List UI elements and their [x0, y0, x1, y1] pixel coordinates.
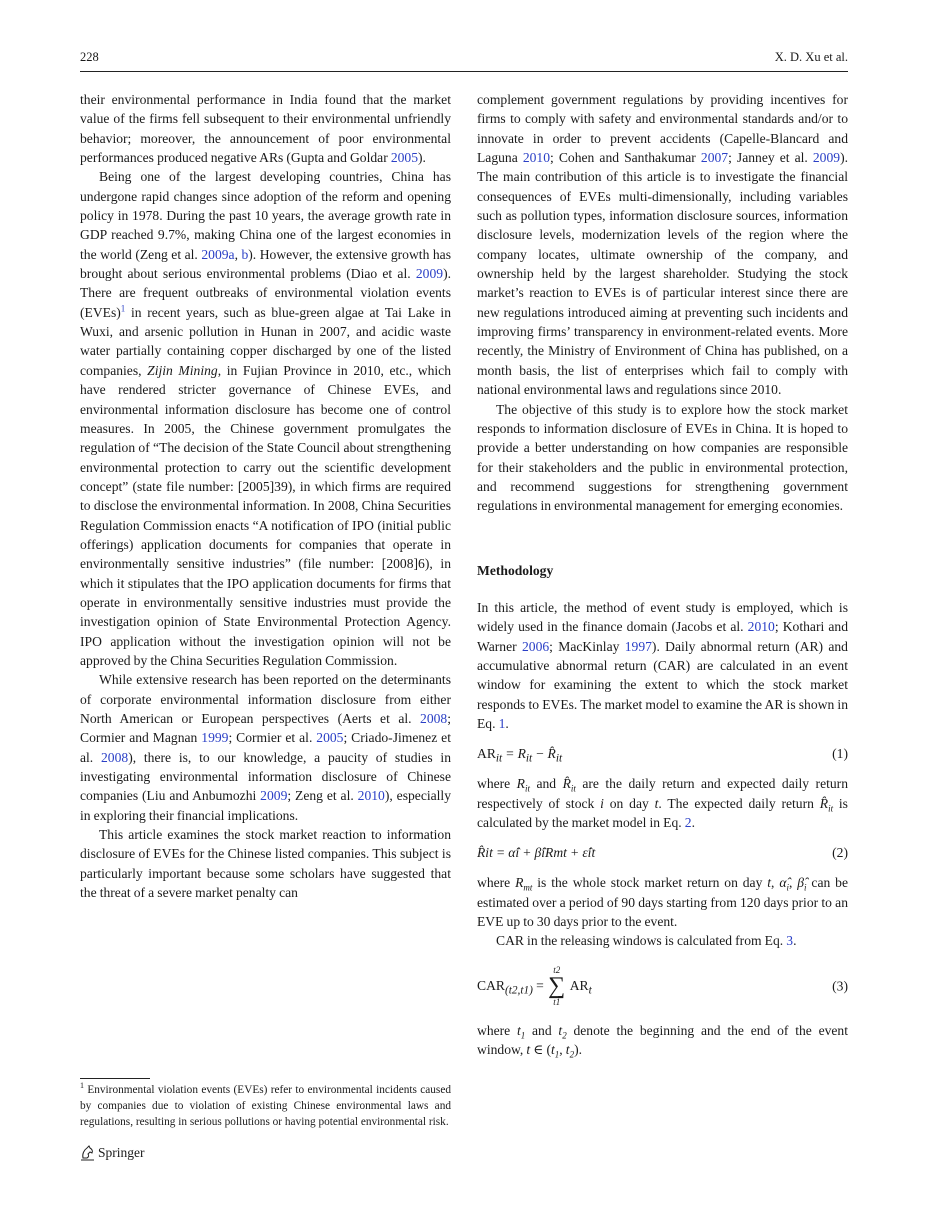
italic-text: Zijin Mining	[147, 362, 218, 378]
italic-text: R̂	[819, 795, 829, 811]
italic-text: t	[551, 1042, 555, 1058]
section-heading-methodology: Methodology	[477, 562, 554, 578]
citation-link[interactable]: 2009	[260, 788, 288, 804]
text-run: complement government regulations by providing incentives for firms to comply with safety and environmental standards and/or to innovate in order to prevent accidents (Capelle-Blancard and Laguna	[477, 92, 848, 166]
eq3-right-side	[570, 976, 592, 995]
citation-link[interactable]: 2007	[700, 150, 729, 166]
running-head-authors: X. D. Xu et al.	[774, 50, 848, 64]
paragraph	[80, 90, 451, 167]
citation-link[interactable]: 2009	[415, 266, 444, 282]
citation-link[interactable]: 2005	[390, 150, 419, 166]
subscript: i	[786, 883, 789, 894]
italic-text: t	[767, 875, 772, 891]
italic-text: t	[558, 1022, 563, 1038]
footnote-text: Environmental violation events (EVEs) refer to environmental incidents caused by companies due to violation of existing Chinese environmental laws and regulations, resulting in serious pollutions or having potential environmental risk.	[80, 1084, 451, 1128]
subscript: 1	[554, 1049, 560, 1060]
text-run: Being one of the largest developing countries, China has undergone rapid changes since adoption of the reform and opening policy in 1978. During the past 10 years, the average growth rate in GDP reached 9.7%, making China one of the largest economies in the world (Zeng et al.	[80, 169, 451, 262]
text-run: in recent years, such as blue-green algae at Tai Lake in Wuxi, and arsenic pollution in Hunan in 2007, and acidic waste water partially containing copper discharged by one of the listed companies,	[80, 304, 451, 378]
footnote-block	[80, 1058, 451, 1130]
subscript: it	[570, 784, 576, 795]
citation-link[interactable]: 2005	[316, 730, 344, 746]
text-run: and	[525, 1022, 559, 1038]
methodology-intro	[477, 598, 848, 733]
text-run: In this article, the method of event study is employed, which is widely used in the finance domain (Jacobs et al.	[477, 599, 848, 635]
text-run: ,	[788, 875, 798, 891]
citation-link[interactable]: 2009a	[201, 246, 235, 262]
left-column-text	[80, 90, 451, 902]
text-run: ; Zeng et al.	[287, 788, 358, 804]
publisher-logo	[80, 1145, 145, 1161]
citation-link[interactable]: 1	[498, 715, 506, 731]
italic-text: t	[654, 795, 659, 811]
text-run: ; Cohen and Santhakumar	[550, 150, 701, 166]
italic-text: R	[515, 875, 524, 891]
text-run: is calculated by the market model in Eq.	[477, 795, 848, 830]
paragraph	[477, 873, 848, 931]
italic-text: t	[516, 1022, 521, 1038]
eq1-minus-term: − R̂	[532, 746, 556, 762]
text-run: ; Kothari and Warner	[477, 619, 848, 654]
paragraph	[477, 598, 848, 733]
eq1-rhs: = R	[505, 746, 526, 762]
paragraph	[477, 931, 848, 950]
eq3-lhs-sub: (t2,t1)	[504, 984, 533, 997]
italic-text: R̂	[562, 776, 571, 792]
text-run: While extensive research has been reported on the determinants of corporate environmental information disclosure from either North American or European perspectives (Aerts et al.	[80, 672, 451, 726]
paragraph	[80, 167, 451, 670]
equation-2	[477, 843, 848, 863]
equation-3	[477, 965, 848, 1007]
eq1-minus-sub: it	[555, 753, 563, 766]
citation-link[interactable]: 2010	[747, 619, 775, 635]
left-column	[80, 90, 451, 1130]
text-run: where	[477, 1022, 517, 1038]
text-run: ; Cormier et al.	[228, 730, 317, 746]
paragraph	[477, 90, 848, 400]
eq1-explanation	[477, 774, 848, 832]
footnote-rule	[80, 1078, 150, 1079]
page-number: 228	[80, 50, 99, 64]
subscript: i	[804, 883, 807, 894]
eq3-left-side	[477, 976, 544, 995]
italic-text: α̂	[779, 875, 787, 891]
springer-horse-icon	[80, 1145, 95, 1161]
sigma-symbol: ∑	[548, 972, 566, 999]
text-run: ).	[418, 150, 426, 166]
text-run: ).	[574, 1042, 582, 1058]
text-run: is the whole stock market return on day	[532, 875, 768, 891]
footnote-marker: 1	[80, 1081, 84, 1091]
footnote-link[interactable]: 1	[120, 303, 126, 314]
text-run: This article examines the stock market reaction to information disclosure of EVEs for the Chinese listed companies. This subject is particularly important because some scholars have suggested that the threat of a severe market penalty can	[80, 827, 451, 901]
eq3-explanation	[477, 1021, 848, 1060]
citation-link[interactable]: 1997	[624, 638, 652, 654]
paragraph	[477, 400, 848, 516]
text-run: .	[505, 715, 509, 731]
sum-lower-limit: t1	[553, 996, 561, 1007]
text-run: ,	[771, 875, 780, 891]
citation-link[interactable]: 2006	[521, 638, 550, 654]
text-run: ). The main contribution of this article is to investigate the financial consequences of EVEs multi-dimensionally, including variables such as pollution types, information disclosure sources, information disclosure levels, modernization levels of the region where the company locates, ultimate ownership of the company, and ownership held by the largest shareholder. Studying the stock market’s reaction to EVEs is of particular interest since there are new regulations introduced aiming at preventing such incidents and improving firms’ transparency in environment-related events. More recently, the Ministry of Environment of China has published, on a month basis, the list of enterprises which fail to comply with national environmental laws and regulations since 2010.	[477, 150, 848, 398]
eq3-lhs: CAR	[477, 978, 505, 994]
sum-upper-limit: t2	[553, 964, 561, 975]
citation-link[interactable]: 2008	[101, 749, 129, 765]
subscript: 1	[520, 1030, 526, 1041]
paragraph	[477, 1021, 848, 1060]
text-run: where	[477, 875, 516, 891]
text-run: . The expected daily return	[658, 795, 820, 811]
text-run: can be estimated over a period of 90 days starting from 120 days prior to an EVE up to 30 days prior to the event.	[477, 875, 849, 930]
text-run: ; Criado-Jimenez et al.	[80, 730, 451, 765]
right-column-intro	[477, 90, 848, 516]
paragraph	[477, 774, 848, 832]
text-run: ). However, the extensive growth has brought about serious environmental problems (Diao et al.	[80, 246, 451, 282]
text-run: are the daily return and expected daily return respectively of stock	[477, 776, 848, 811]
subscript: 2	[569, 1049, 575, 1060]
text-run: ∈ (	[530, 1042, 551, 1058]
right-column	[477, 90, 848, 1059]
text-run: ). There are frequent outbreaks of environmental violation events (EVEs)	[80, 266, 451, 320]
text-run: ), there is, to our knowledge, a paucity of studies in investigating environmental information disclosure of Chinese companies (Liu and Anbumozhi	[80, 749, 452, 804]
text-run: ), especially in exploring their financial implications.	[80, 788, 452, 823]
header-rule	[80, 71, 848, 72]
text-run: denote the beginning and the end of the event window,	[477, 1022, 849, 1058]
subscript: it	[828, 803, 834, 814]
eq2-explanation	[477, 873, 848, 950]
text-run: and	[530, 776, 563, 792]
eq1-rhs-sub: it	[525, 753, 533, 766]
citation-link[interactable]: 1999	[201, 730, 229, 746]
subscript: mt	[523, 883, 533, 894]
text-run: .	[691, 815, 695, 830]
citation-link[interactable]: 2009	[812, 150, 841, 166]
summation-sign	[547, 965, 567, 1007]
footnote	[80, 1082, 451, 1130]
text-run: ; Janney et al.	[728, 150, 813, 166]
subscript: it	[524, 784, 530, 795]
citation-link[interactable]: 3	[786, 933, 794, 949]
italic-text: t	[565, 1042, 570, 1058]
text-run: ; Cormier and Magnan	[80, 711, 451, 746]
citation-link[interactable]: 2	[684, 815, 692, 830]
text-run: ; MacKinlay	[549, 638, 625, 654]
text-run: ). Daily abnormal return (AR) and accumulative abnormal return (CAR) are calculated in an event window for examining the extent to which the stock market responds to EVEs. The market model to examine the AR is shown in Eq.	[477, 638, 848, 731]
text-run: ,	[234, 246, 242, 262]
text-run: their environmental performance in India found that the market value of the firms fell subsequent to their environmental unfriendly behavior; moreover, the announcement of poor environmental performances produced negative ARs (Gupta and Goldar	[80, 92, 451, 166]
equation-number: (3)	[832, 978, 848, 994]
text-run: .	[793, 933, 797, 949]
citation-link[interactable]: 2010	[522, 150, 551, 166]
text-run: CAR in the releasing windows is calculated from Eq.	[496, 933, 787, 949]
equation-number: (2)	[832, 845, 848, 861]
text-run: ,	[559, 1042, 566, 1058]
italic-text: i	[600, 795, 604, 811]
italic-text: t	[526, 1042, 531, 1058]
eq3-equals: =	[536, 978, 544, 994]
paragraph	[80, 825, 451, 902]
text-run: on day	[603, 795, 655, 811]
eq3-term-sub: t	[588, 984, 592, 997]
text-run: where	[477, 776, 517, 792]
eq2-expression: R̂it = α̂i + β̂iRmt + ε̂it	[477, 845, 596, 861]
paragraph	[80, 670, 451, 825]
equation-number: (1)	[832, 746, 848, 762]
eq3-term: AR	[569, 978, 589, 994]
italic-text: β̂	[797, 875, 805, 891]
italic-text: R	[516, 776, 525, 792]
equation-1	[477, 744, 848, 764]
text-run: The objective of this study is to explore how the stock market responds to information disclosure of EVEs in China. It is hoped to provide a better understanding on how companies are responsible for their stakeholders and the public in environmental protection, and recommend suggestions for strengthening government regulations in environmental management for emerging economies.	[477, 401, 848, 514]
citation-link[interactable]: b	[241, 246, 249, 262]
eq1-lhs-sub: it	[495, 753, 503, 766]
eq1-lhs: AR	[477, 746, 496, 762]
text-run: , in Fujian Province in 2010, etc., which have rendered stricter governance of Chinese EVEs, and environmental information disclosure has become one of control measures. In 2005, the Chinese government promulgates the regulation of “The decision of the State Council about strengthening environmental protection to carry out the scientific development concept” (state file number: [2005]39), in which firms are required to disclose the environmental information. In 2008, China Securities Regulation Commission enacts “A notification of IPO (initial public offerings) application documents for companies that operate in environmentally sensitive industries” (file number: [2008]6), in which it stipulates that the IPO application documents for firms that operate in environmentally sensitive industries must provide the investigation opinion of State Environmental Protection Agency. IPO application without the investigation opinion will not be approved by the China Securities Regulation Commission.	[80, 362, 451, 668]
subscript: 2	[562, 1030, 567, 1041]
citation-link[interactable]: 2008	[420, 711, 448, 726]
publisher-name: Springer	[98, 1145, 145, 1160]
citation-link[interactable]: 2010	[357, 788, 385, 804]
